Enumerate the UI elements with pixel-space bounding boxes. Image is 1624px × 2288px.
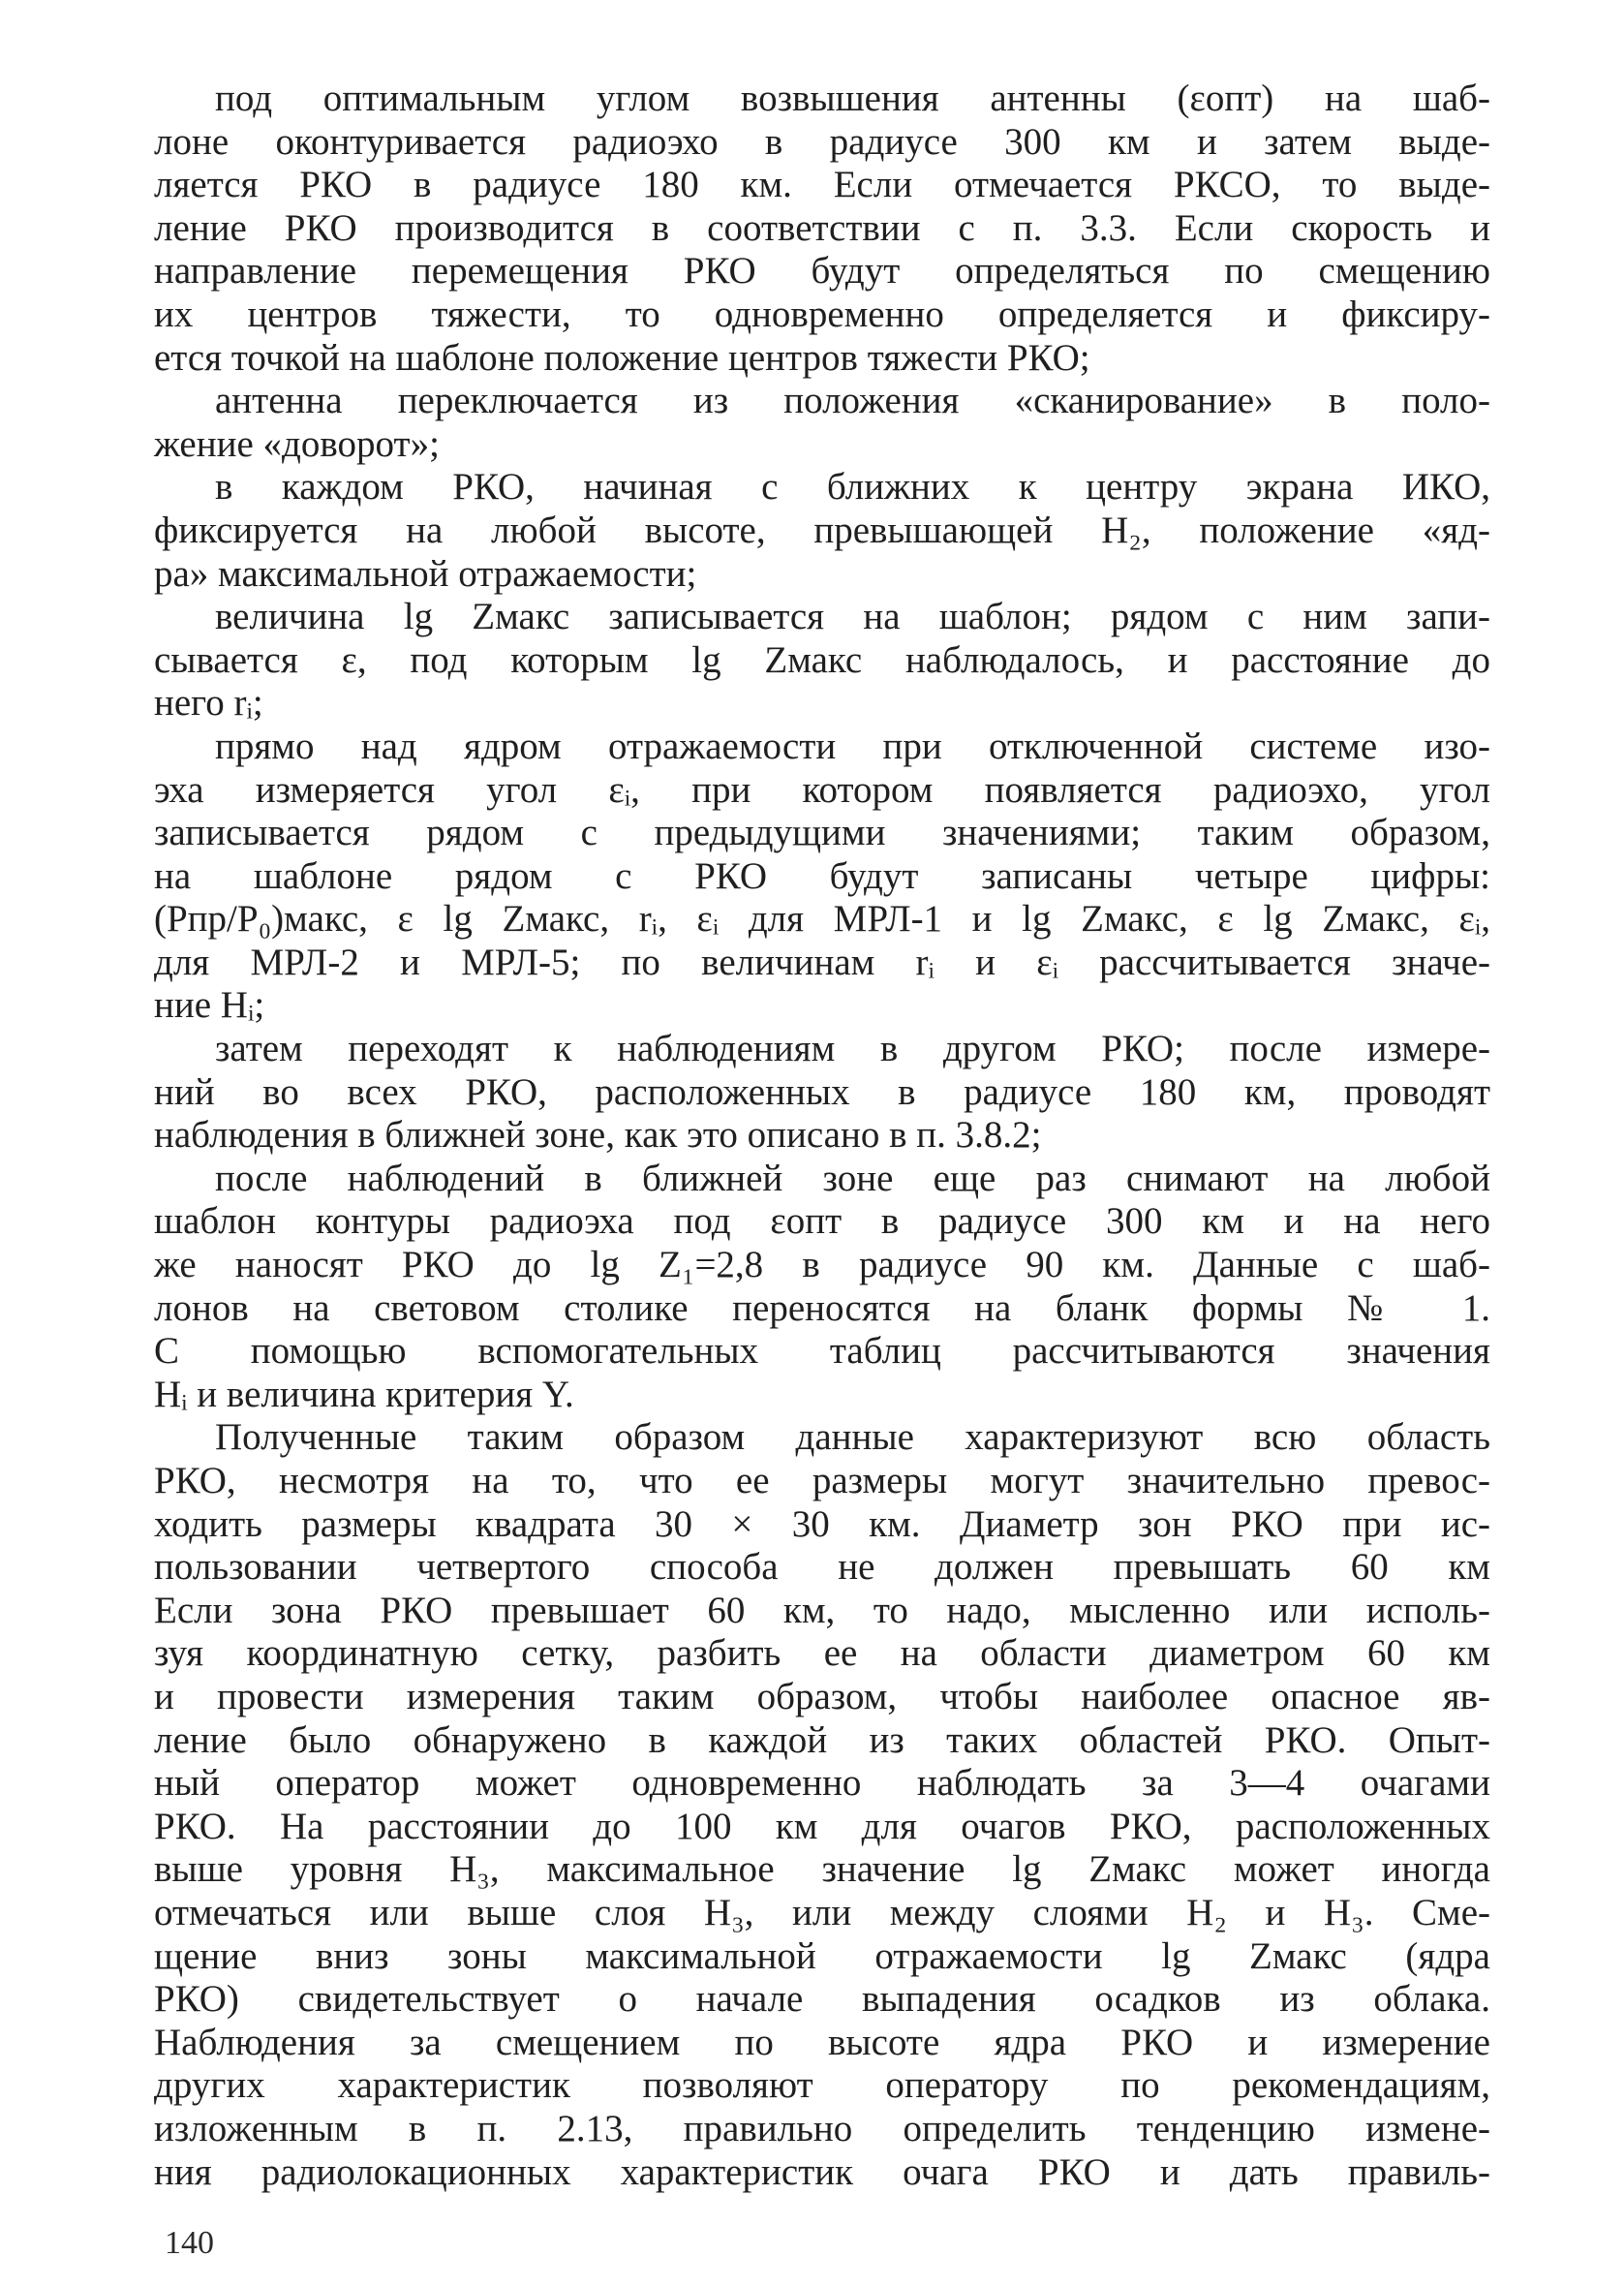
text-line: РКО. На расстоянии до 100 км для очагов РКО, расположенных: [154, 1805, 1490, 1847]
body-text: [154, 77, 1490, 2194]
text-line: лонов на световом столике переносятся на бланк формы № 1.: [154, 1286, 1490, 1329]
text-line: записывается рядом с предыдущими значениями; таким образом,: [154, 812, 1490, 854]
text-line: фиксируется на любой высоте, превышающей H₂, положение «яд-: [154, 509, 1490, 551]
text-line: РКО) свидетельствует о начале выпадения осадков из облака.: [154, 1978, 1490, 2021]
text-line: на шаблоне рядом с РКО будут записаны четыре цифры:: [154, 854, 1490, 897]
text-line: выше уровня H₃, максимальное значение lg Zмакс может иногда: [154, 1848, 1490, 1891]
text-line: после наблюдений в ближней зоне еще раз снимают на любой: [215, 1157, 1490, 1199]
text-line: величина lg Zмакс записывается на шаблон; рядом с ним запи-: [215, 596, 1490, 638]
text-line: Если зона РКО превышает 60 км, то надо, мысленно или исполь-: [154, 1589, 1490, 1631]
text-line: наблюдения в ближней зоне, как это описано в п. 3.8.2;: [154, 1114, 1042, 1157]
text-line: РКО, несмотря на то, что ее размеры могут значительно превос-: [154, 1460, 1490, 1501]
text-line: и провести измерения таким образом, чтобы наиболее опасное яв-: [154, 1675, 1490, 1717]
text-line: С помощью вспомогательных таблиц рассчитываются значения: [154, 1330, 1490, 1373]
text-line: отмечаться или выше слоя H₃, или между слоями H₂ и H₃. Сме-: [154, 1891, 1490, 1933]
text-line: ление РКО производится в соответствии с п. 3.3. Если скорость и: [154, 206, 1490, 249]
text-line: ление было обнаружено в каждой из таких областей РКО. Опыт-: [154, 1718, 1490, 1761]
text-line: шаблон контуры радиоэха под εопт в радиусе 300 км и на него: [154, 1200, 1490, 1243]
text-line: ния радиолокационных характеристик очага РКО и дать правиль-: [154, 2150, 1490, 2193]
text-line: щение вниз зоны максимальной отражаемости lg Zмакс (ядра: [154, 1934, 1490, 1977]
text-line: пользовании четвертого способа не должен превышать 60 км: [154, 1546, 1490, 1589]
text-line: антенна переключается из положения «сканирование» в поло-: [215, 380, 1490, 422]
text-line: (Pпр/P₀)макс, ε lg Zмакс, rᵢ, εᵢ для МРЛ-1 и lg Zмакс, ε lg Zмакс, εᵢ,: [154, 898, 1490, 941]
text-line: зуя координатную сетку, разбить ее на области диаметром 60 км: [154, 1632, 1490, 1675]
page-number: 140: [165, 2225, 214, 2261]
text-line: их центров тяжести, то одновременно определяется и фиксиру-: [154, 293, 1490, 335]
text-line: Наблюдения за смещением по высоте ядра РКО и измерение: [154, 2021, 1490, 2063]
text-line: Hᵢ и величина критерия Y.: [154, 1373, 574, 1415]
text-line: же наносят РКО до lg Z₁=2,8 в радиусе 90 км. Данные с шаб-: [154, 1244, 1490, 1286]
text-line: ний во всех РКО, расположенных в радиусе 180 км, проводят: [154, 1070, 1490, 1113]
text-line: прямо над ядром отражаемости при отключенной системе изо-: [215, 725, 1490, 767]
text-line: ляется РКО в радиусе 180 км. Если отмечается РКСО, то выде-: [154, 164, 1490, 206]
text-line: ра» максимальной отражаемости;: [154, 552, 697, 595]
text-line: в каждом РКО, начиная с ближних к центру экрана ИКО,: [215, 466, 1490, 509]
text-line: эха измеряется угол εᵢ, при котором появляется радиоэхо, угол: [154, 768, 1490, 811]
text-line: других характеристик позволяют оператору по рекомендациям,: [154, 2064, 1490, 2107]
text-line: изложенным в п. 2.13, правильно определить тенденцию измене-: [154, 2107, 1490, 2149]
text-line: ходить размеры квадрата 30 × 30 км. Диаметр зон РКО при ис-: [154, 1502, 1490, 1545]
text-line: для МРЛ-2 и МРЛ-5; по величинам rᵢ и εᵢ рассчитывается значе-: [154, 941, 1490, 983]
text-line: затем переходят к наблюдениям в другом РКО; после измере-: [215, 1028, 1490, 1070]
text-line: ние Hᵢ;: [154, 984, 265, 1027]
text-line: Полученные таким образом данные характеризуют всю область: [215, 1416, 1490, 1459]
text-line: лоне оконтуривается радиоэхо в радиусе 300 км и затем выде-: [154, 120, 1490, 163]
text-line: направление перемещения РКО будут определяться по смещению: [154, 250, 1490, 293]
text-line: сывается ε, под которым lg Zмакс наблюдалось, и расстояние до: [154, 638, 1490, 681]
text-line: под оптимальным углом возвышения антенны (εопт) на шаб-: [215, 77, 1490, 119]
text-line: ный оператор может одновременно наблюдать за 3—4 очагами: [154, 1762, 1490, 1805]
text-line: него rᵢ;: [154, 682, 263, 725]
text-line: ется точкой на шаблоне положение центров тяжести РКО;: [154, 336, 1090, 379]
text-line: жение «доворот»;: [154, 422, 440, 465]
